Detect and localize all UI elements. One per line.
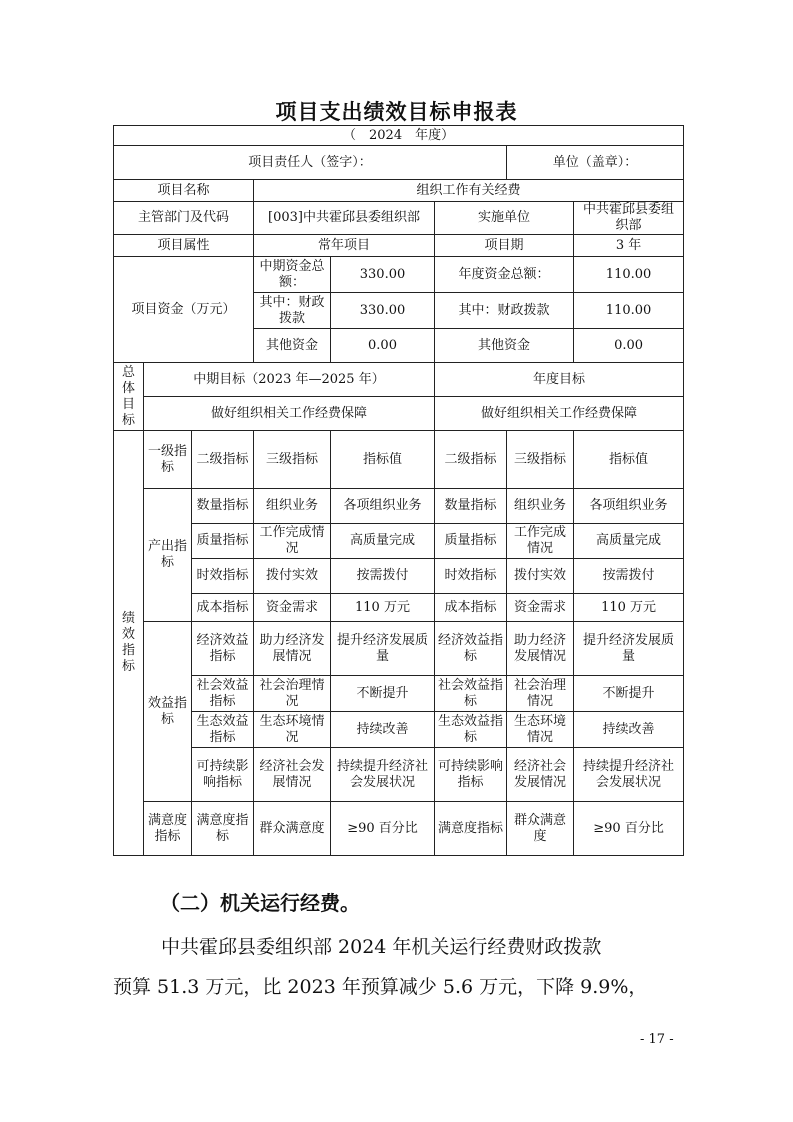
output-year-value: 按需拨付 [574, 559, 684, 594]
section-heading: （二）机关运行经费。 [160, 891, 360, 915]
overall-target-label: 总体目标 [114, 363, 144, 431]
benefit-year-l2: 社会效益指标 [435, 676, 507, 712]
mid-other-value: 0.00 [331, 329, 435, 363]
output-l3: 工作完成情况 [254, 524, 331, 559]
benefit-l3: 经济社会发展情况 [254, 748, 331, 802]
satisfaction-value: ≥90 百分比 [331, 802, 435, 856]
responsible-person-label: 项目责任人（签字）： [114, 146, 507, 180]
output-year-l3: 拨付实效 [507, 559, 574, 594]
benefit-value: 持续提升经济社会发展状况 [331, 748, 435, 802]
benefit-value: 提升经济发展质量 [331, 622, 435, 676]
output-year-l3: 资金需求 [507, 594, 574, 622]
benefit-year-l3: 生态环境情况 [507, 712, 574, 748]
benefit-value: 不断提升 [331, 676, 435, 712]
project-name-value: 组织工作有关经费 [254, 180, 684, 202]
header-level2: 二级指标 [192, 431, 254, 489]
benefit-l2: 生态效益指标 [192, 712, 254, 748]
benefit-l2: 可持续影响指标 [192, 748, 254, 802]
unit-seal-label: 单位（盖章）： [507, 146, 684, 180]
header-year-value: 指标值 [574, 431, 684, 489]
year-other-label: 其他资金 [435, 329, 574, 363]
year-other-value: 0.00 [574, 329, 684, 363]
mid-other-label: 其他资金 [254, 329, 331, 363]
output-value: 110 万元 [331, 594, 435, 622]
output-l3: 组织业务 [254, 489, 331, 524]
satisfaction-year-value: ≥90 百分比 [574, 802, 684, 856]
benefit-year-l3: 经济社会发展情况 [507, 748, 574, 802]
page-number: - 17 - [640, 1032, 674, 1047]
output-l2: 时效指标 [192, 559, 254, 594]
benefit-l3: 生态环境情况 [254, 712, 331, 748]
header-year-level3: 三级指标 [507, 431, 574, 489]
project-name-label: 项目名称 [114, 180, 254, 202]
header-value: 指标值 [331, 431, 435, 489]
output-year-l3: 工作完成情况 [507, 524, 574, 559]
satisfaction-l3: 群众满意度 [254, 802, 331, 856]
benefit-year-l2: 生态效益指标 [435, 712, 507, 748]
output-year-value: 各项组织业务 [574, 489, 684, 524]
output-year-l2: 数量指标 [435, 489, 507, 524]
page-title: 项目支出绩效目标申报表 [275, 100, 518, 124]
output-l2: 质量指标 [192, 524, 254, 559]
year-fiscal-label: 其中：财政拨款 [435, 293, 574, 329]
year-total-value: 110.00 [574, 257, 684, 293]
period-label: 项目期 [435, 235, 574, 257]
performance-target-table [113, 125, 684, 856]
mid-target-heading: 中期目标（2023 年—2025 年） [144, 363, 435, 397]
output-l2: 成本指标 [192, 594, 254, 622]
benefit-value: 持续改善 [331, 712, 435, 748]
year-fiscal-value: 110.00 [574, 293, 684, 329]
satisfaction-year-l2: 满意度指标 [435, 802, 507, 856]
benefit-year-l3: 助力经济发展情况 [507, 622, 574, 676]
output-value: 高质量完成 [331, 524, 435, 559]
mid-target-text: 做好组织相关工作经费保障 [144, 397, 435, 431]
mid-total-value: 330.00 [331, 257, 435, 293]
attr-label: 项目属性 [114, 235, 254, 257]
benefit-l2: 经济效益指标 [192, 622, 254, 676]
year-total-label: 年度资金总额： [435, 257, 574, 293]
mid-total-label: 中期资金总额： [254, 257, 331, 293]
dept-label: 主管部门及代码 [114, 202, 254, 235]
benefit-l2: 社会效益指标 [192, 676, 254, 712]
output-value: 各项组织业务 [331, 489, 435, 524]
output-year-value: 高质量完成 [574, 524, 684, 559]
impl-unit-label: 实施单位 [435, 202, 574, 235]
output-year-l3: 组织业务 [507, 489, 574, 524]
benefit-year-value: 持续提升经济社会发展状况 [574, 748, 684, 802]
paragraph-line-2: 预算 51.3 万元，比 2023 年预算减少 5.6 万元，下降 9.9%， [113, 976, 648, 998]
benefit-indicator-label: 效益指标 [144, 622, 192, 802]
mid-fiscal-label: 其中：财政拨款 [254, 293, 331, 329]
mid-fiscal-value: 330.00 [331, 293, 435, 329]
year-target-heading: 年度目标 [435, 363, 684, 397]
header-year-level2: 二级指标 [435, 431, 507, 489]
benefit-year-value: 持续改善 [574, 712, 684, 748]
attr-value: 常年项目 [254, 235, 435, 257]
paragraph-line-1: 中共霍邱县委组织部 2024 年机关运行经费财政拨款 [161, 936, 602, 958]
dept-value: [003]中共霍邱县委组织部 [254, 202, 435, 235]
header-level1: 一级指标 [144, 431, 192, 489]
perf-indicator-label: 绩效指标 [114, 431, 144, 856]
output-year-l2: 时效指标 [435, 559, 507, 594]
year-target-text: 做好组织相关工作经费保障 [435, 397, 684, 431]
benefit-l3: 社会治理情况 [254, 676, 331, 712]
output-l2: 数量指标 [192, 489, 254, 524]
year-line: （ 2024 年度） [114, 126, 684, 146]
satisfaction-l2: 满意度指标 [192, 802, 254, 856]
output-year-value: 110 万元 [574, 594, 684, 622]
output-year-l2: 成本指标 [435, 594, 507, 622]
benefit-year-l2: 经济效益指标 [435, 622, 507, 676]
output-l3: 资金需求 [254, 594, 331, 622]
funds-label: 项目资金（万元） [114, 257, 254, 363]
output-year-l2: 质量指标 [435, 524, 507, 559]
benefit-year-value: 不断提升 [574, 676, 684, 712]
satisfaction-indicator-label: 满意度指标 [144, 802, 192, 856]
benefit-l3: 助力经济发展情况 [254, 622, 331, 676]
benefit-year-l2: 可持续影响指标 [435, 748, 507, 802]
benefit-year-l3: 社会治理情况 [507, 676, 574, 712]
header-level3: 三级指标 [254, 431, 331, 489]
output-value: 按需拨付 [331, 559, 435, 594]
output-l3: 拨付实效 [254, 559, 331, 594]
output-indicator-label: 产出指标 [144, 489, 192, 622]
period-value: 3 年 [574, 235, 684, 257]
benefit-year-value: 提升经济发展质量 [574, 622, 684, 676]
satisfaction-year-l3: 群众满意度 [507, 802, 574, 856]
impl-unit-value: 中共霍邱县委组织部 [574, 202, 684, 235]
